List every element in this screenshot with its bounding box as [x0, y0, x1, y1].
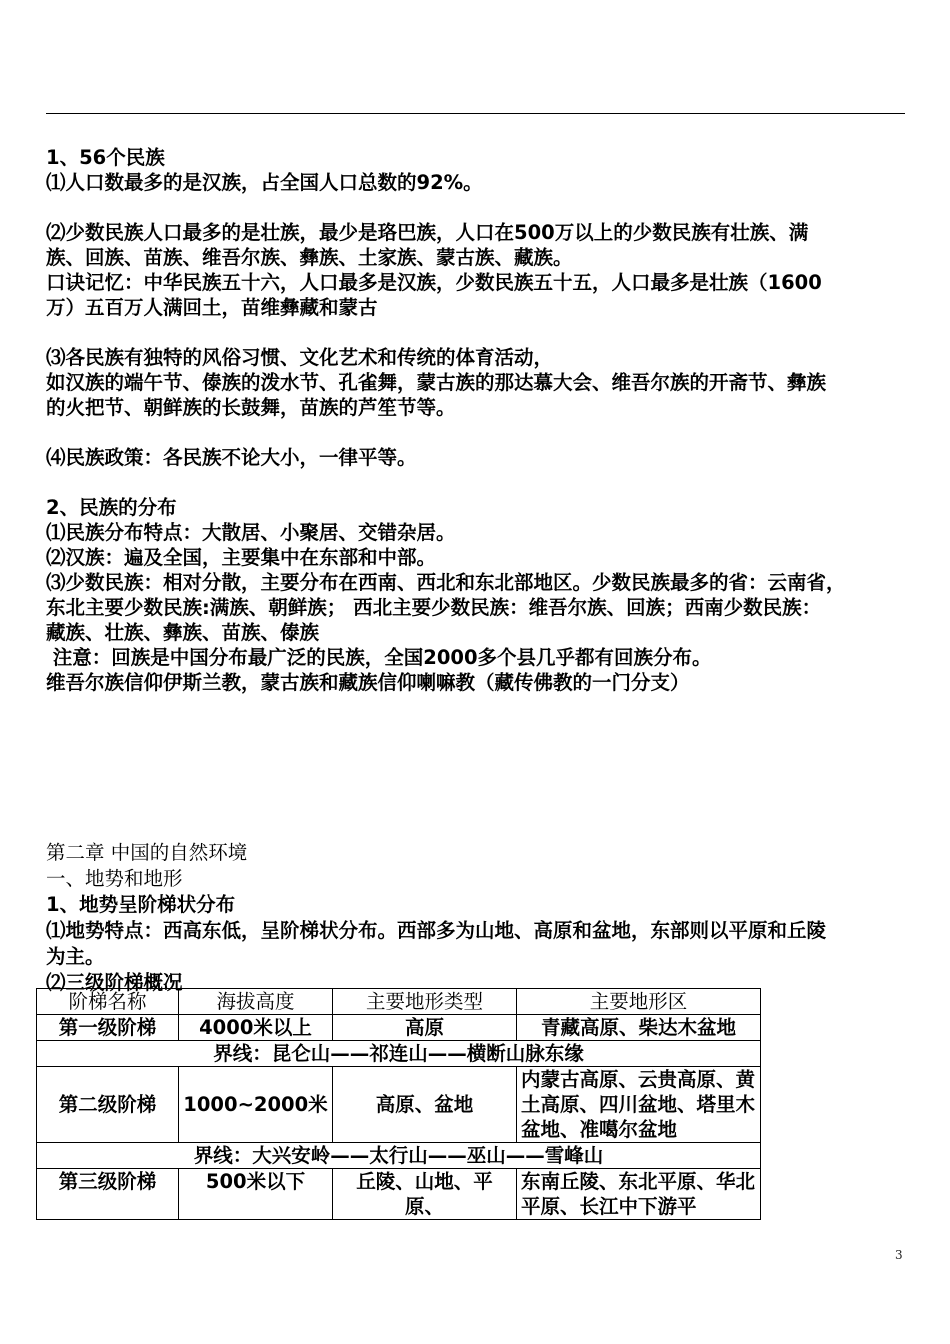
table-cell: 第三级阶梯 — [37, 1169, 179, 1220]
boundary-line: 界线：大兴安岭——太行山——巫山——雪峰山 — [37, 1143, 761, 1169]
boundary-row — [37, 1041, 761, 1067]
boundary-line: 界线：昆仑山——祁连山——横断山脉东缘 — [37, 1041, 761, 1067]
table-cell: 第二级阶梯 — [37, 1067, 179, 1143]
table-header-cell: 海拔高度 — [179, 989, 333, 1015]
table-cell: 高原、盆地 — [333, 1067, 517, 1143]
table-header-row — [37, 989, 761, 1015]
paragraph: ⑴地势特点：西高东低，呈阶梯状分布。西部多为山地、高原和盆地，东部则以平原和丘陵 — [46, 919, 827, 942]
note: 注意：回族是中国分布最广泛的民族，全国2000多个县几乎都有回族分布。 — [46, 646, 712, 669]
paragraph: ⑶少数民族：相对分散，主要分布在西南、西北和东北部地区。少数民族最多的省：云南省， — [46, 571, 846, 594]
subheading: 一、地势和地形 — [46, 867, 183, 890]
table-header-cell: 主要地形区 — [517, 989, 761, 1015]
terrain-steps-table — [36, 988, 761, 1220]
section-heading: 1、56个民族 — [46, 146, 165, 169]
table-cell: 4000米以上 — [179, 1015, 333, 1041]
table-cell: 青藏高原、柴达木盆地 — [517, 1015, 761, 1041]
table-header-cell: 阶梯名称 — [37, 989, 179, 1015]
paragraph: 的火把节、朝鲜族的长鼓舞，苗族的芦笙节等。 — [46, 396, 456, 419]
table-cell: 高原 — [333, 1015, 517, 1041]
paragraph: 万）五百万人满回土，苗维彝藏和蒙古 — [46, 296, 378, 319]
page-number: 3 — [895, 1248, 903, 1262]
paragraph: 口诀记忆：中华民族五十六，人口最多是汉族，少数民族五十五，人口最多是壮族（1600 — [46, 271, 822, 294]
paragraph: 东北主要少数民族:满族、朝鲜族； 西北主要少数民族：维吾尔族、回族；西南少数民族： — [46, 596, 822, 619]
table-cell: 500米以下 — [179, 1169, 333, 1220]
paragraph: 如汉族的端午节、傣族的泼水节、孔雀舞，蒙古族的那达慕大会、维吾尔族的开斋节、彝族 — [46, 371, 827, 394]
table-cell: 1000~2000米 — [179, 1067, 333, 1143]
table-cell: 丘陵、山地、平原、 — [333, 1169, 517, 1220]
table-row — [37, 1067, 761, 1143]
table-row — [37, 1169, 761, 1220]
table-header-cell: 主要地形类型 — [333, 989, 517, 1015]
population-section — [46, 145, 908, 695]
header-rule — [46, 113, 905, 114]
paragraph: ⑵少数民族人口最多的是壮族，最少是珞巴族，人口在500万以上的少数民族有壮族、满 — [46, 221, 809, 244]
table-row — [37, 1015, 761, 1041]
paragraph: 族、回族、苗族、维吾尔族、彝族、土家族、蒙古族、藏族。 — [46, 246, 573, 269]
paragraph: ⑵汉族：遍及全国，主要集中在东部和中部。 — [46, 546, 437, 569]
paragraph: ⑴人口数最多的是汉族，占全国人口总数的92%。 — [46, 171, 483, 194]
paragraph: 藏族、壮族、彝族、苗族、傣族 — [46, 621, 320, 644]
paragraph: ⑵三级阶梯概况 — [46, 971, 183, 994]
paragraph: ⑷民族政策：各民族不论大小，一律平等。 — [46, 446, 417, 469]
chapter-section — [46, 840, 908, 996]
section-heading: 2、民族的分布 — [46, 496, 177, 519]
paragraph: ⑶各民族有独特的风俗习惯、文化艺术和传统的体育活动， — [46, 346, 554, 369]
boundary-row — [37, 1143, 761, 1169]
table-cell: 东南丘陵、东北平原、华北平原、长江中下游平 — [517, 1169, 761, 1220]
chapter-title: 第二章 中国的自然环境 — [46, 841, 248, 864]
table-cell: 内蒙古高原、云贵高原、黄土高原、四川盆地、塔里木盆地、准噶尔盆地 — [517, 1067, 761, 1143]
subheading: 1、地势呈阶梯状分布 — [46, 893, 236, 916]
table-cell: 第一级阶梯 — [37, 1015, 179, 1041]
paragraph: 为主。 — [46, 945, 105, 968]
paragraph: 维吾尔族信仰伊斯兰教，蒙古族和藏族信仰喇嘛教（藏传佛教的一门分支） — [46, 671, 690, 694]
paragraph: ⑴民族分布特点：大散居、小聚居、交错杂居。 — [46, 521, 456, 544]
